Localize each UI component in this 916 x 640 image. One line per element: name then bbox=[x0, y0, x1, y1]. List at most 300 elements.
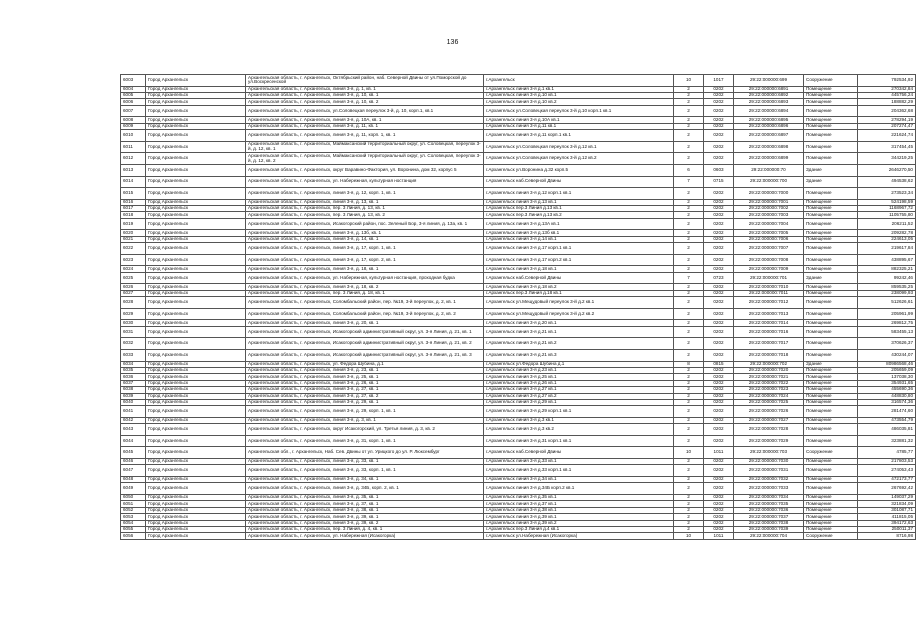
cadastral-number-cell: 29:22:000000:6895 bbox=[734, 117, 804, 123]
location-cell: г.Архангельск линия 3-я д.38 кв.1 bbox=[484, 507, 674, 513]
address-cell: Архангельская область, г. Архангельск, линия 3-я, д. 17, корп. 1, кв. 1 bbox=[246, 243, 484, 255]
object-type-cell: Помещение bbox=[804, 254, 858, 266]
location-cell: г.Архангельск линия 3-я д.33 кв.1 bbox=[484, 459, 674, 465]
address-cell: Архангельская область, г. Архангельск, линия 3-я, д. 20, кв. 1 bbox=[246, 320, 484, 326]
cadastral-number-cell: 29:22:000000:7038 bbox=[734, 520, 804, 526]
municipality-cell: Город Архангельск bbox=[146, 254, 246, 266]
address-cell: Архангельская область, г. Архангельск, ул.Соловецкая переулок 3-й, д. 10, корп.1, кв.1 bbox=[246, 105, 484, 117]
type-code-cell: 0202 bbox=[704, 141, 734, 153]
group-code-cell: 2 bbox=[674, 393, 704, 399]
cadastral-value-cell: 394172,63 bbox=[858, 520, 916, 526]
object-type-cell: Помещение bbox=[804, 130, 858, 142]
cadastral-number-cell: 29:22:000000:702 bbox=[734, 361, 804, 367]
address-cell: Архангельская область, г. Архангельск, линия 3-я, д. 11, корп. 1, кв. 1 bbox=[246, 130, 484, 142]
address-cell: Архангельская область, г. Архангельск, пер. 3 Линия, д. 13, кв. 2 bbox=[246, 212, 484, 218]
row-number-cell: 6018 bbox=[121, 212, 146, 218]
group-code-cell: 2 bbox=[674, 206, 704, 212]
address-cell: Архангельская область, г. Архангельск, линия 3-я, д. 29, кв. 1 bbox=[246, 399, 484, 405]
cadastral-value-cell: 238099,93 bbox=[858, 290, 916, 296]
cadastral-value-cell: 219617,84 bbox=[858, 243, 916, 255]
municipality-cell: Город Архангельск bbox=[146, 153, 246, 165]
object-type-cell: Помещение bbox=[804, 297, 858, 309]
cadastral-number-cell: 29:22:000000:7034 bbox=[734, 495, 804, 501]
object-type-cell: Сооружение bbox=[804, 75, 858, 87]
type-code-cell: 0202 bbox=[704, 130, 734, 142]
type-code-cell: 0202 bbox=[704, 399, 734, 405]
group-code-cell: 2 bbox=[674, 387, 704, 393]
location-cell: г.Архангельск пер.3 Линия д.13 кв.1 bbox=[484, 206, 674, 212]
cadastral-number-cell: 29:22:000000:6893 bbox=[734, 99, 804, 105]
row-number-cell: 6006 bbox=[121, 99, 146, 105]
type-code-cell: 0202 bbox=[704, 230, 734, 236]
address-cell: Архангельская область, г. Архангельск, линия 3-я, д. 31, корп. 1, кв. 1 bbox=[246, 435, 484, 447]
address-cell: Архангельская область, г. Архангельск, линия 3-я, д. 33, корп. 1, кв. 1 bbox=[246, 465, 484, 477]
type-code-cell: 0202 bbox=[704, 212, 734, 218]
object-type-cell: Помещение bbox=[804, 380, 858, 386]
row-number-cell: 6036 bbox=[121, 374, 146, 380]
cadastral-number-cell: 29:22:000000:7016 bbox=[734, 326, 804, 338]
cadastral-value-cell: 204362,68 bbox=[858, 105, 916, 117]
municipality-cell: Город Архангельск bbox=[146, 130, 246, 142]
municipality-cell: Город Архангельск bbox=[146, 447, 246, 459]
group-code-cell: 2 bbox=[674, 320, 704, 326]
location-cell: г.Архангельск линия 3-я д.10 кв.2 bbox=[484, 99, 674, 105]
cadastral-number-cell: 29:22:000000:7005 bbox=[734, 230, 804, 236]
cadastral-number-cell: 29:22:000000:7029 bbox=[734, 435, 804, 447]
row-number-cell: 6037 bbox=[121, 380, 146, 386]
type-code-cell: 0202 bbox=[704, 123, 734, 129]
cadastral-value-cell: 486035,81 bbox=[858, 424, 916, 436]
municipality-cell: Город Архангельск bbox=[146, 99, 246, 105]
location-cell: г.Архангельск линия 3-я д.27 кв.2 bbox=[484, 393, 674, 399]
type-code-cell: 0723 bbox=[704, 272, 734, 284]
type-code-cell: 0202 bbox=[704, 380, 734, 386]
type-code-cell: 0202 bbox=[704, 153, 734, 165]
cadastral-value-cell: 207274,47 bbox=[858, 123, 916, 129]
row-number-cell: 6030 bbox=[121, 320, 146, 326]
table-row bbox=[121, 141, 916, 153]
type-code-cell: 0202 bbox=[704, 520, 734, 526]
type-code-cell: 0202 bbox=[704, 297, 734, 309]
address-cell: Архангельская область, г. Архангельск, линия 3-я, д. 35, кв. 1 bbox=[246, 495, 484, 501]
object-type-cell: Помещение bbox=[804, 501, 858, 507]
table-row bbox=[121, 105, 916, 117]
group-code-cell: 10 bbox=[674, 75, 704, 87]
type-code-cell: 0202 bbox=[704, 86, 734, 92]
cadastral-value-cell: 2646270,50 bbox=[858, 164, 916, 176]
object-type-cell: Помещение bbox=[804, 199, 858, 205]
municipality-cell: Город Архангельск bbox=[146, 272, 246, 284]
cadastral-number-cell: 29:22:000000:699 bbox=[734, 75, 804, 87]
object-type-cell: Помещение bbox=[804, 99, 858, 105]
group-code-cell: 2 bbox=[674, 380, 704, 386]
address-cell: Архангельская область, г. Архангельск, линия 3-я, д. 17, корп. 2, кв. 1 bbox=[246, 254, 484, 266]
address-cell: Архангельская область, г. Архангельск, линия 3-я, д. 11, кв. 1 bbox=[246, 123, 484, 129]
municipality-cell: Город Архангельск bbox=[146, 367, 246, 373]
group-code-cell: 10 bbox=[674, 447, 704, 459]
object-type-cell: Помещение bbox=[804, 338, 858, 350]
row-number-cell: 6039 bbox=[121, 393, 146, 399]
type-code-cell: 0202 bbox=[704, 374, 734, 380]
object-type-cell: Помещение bbox=[804, 290, 858, 296]
object-type-cell: Помещение bbox=[804, 243, 858, 255]
address-cell: Архангельская область, г. Архангельск, линия 3-я, д. 10, кв. 2 bbox=[246, 99, 484, 105]
row-number-cell: 6043 bbox=[121, 424, 146, 436]
cadastral-number-cell: 29:22:000000:6891 bbox=[734, 86, 804, 92]
cadastral-number-cell: 29:22:000000:701 bbox=[734, 272, 804, 284]
row-number-cell: 6038 bbox=[121, 387, 146, 393]
municipality-cell: Город Архангельск bbox=[146, 387, 246, 393]
address-cell: Архангельская область, г. Архангельск, Соломбальский район, пер. №19, 3-й переулок, д. 2, кв. 1 bbox=[246, 297, 484, 309]
group-code-cell: 2 bbox=[674, 308, 704, 320]
object-type-cell: Помещение bbox=[804, 188, 858, 200]
address-cell: Архангельская область, г. Архангельск, линия 3-я, д. 10, кв. 1 bbox=[246, 92, 484, 98]
municipality-cell: Город Архангельск bbox=[146, 338, 246, 350]
cadastral-number-cell: 29:22:000000:7018 bbox=[734, 349, 804, 361]
address-cell: Архангельская область, г. Архангельск, пер. 3 Линия, д. 18, кв. 1 bbox=[246, 290, 484, 296]
group-code-cell: 2 bbox=[674, 465, 704, 477]
cadastral-number-cell: 29:22:000000:7022 bbox=[734, 380, 804, 386]
municipality-cell: Город Архангельск bbox=[146, 123, 246, 129]
table-row bbox=[121, 308, 916, 320]
address-cell: Архангельская область, г. Архангельск, линия 3-я, д. 33, кв. 1 bbox=[246, 459, 484, 465]
row-number-cell: 6026 bbox=[121, 284, 146, 290]
cadastral-number-cell: 29:22:000000:7037 bbox=[734, 514, 804, 520]
group-code-cell: 2 bbox=[674, 130, 704, 142]
row-number-cell: 6046 bbox=[121, 459, 146, 465]
table-row bbox=[121, 338, 916, 350]
object-type-cell: Помещение bbox=[804, 483, 858, 495]
row-number-cell: 6025 bbox=[121, 272, 146, 284]
group-code-cell: 2 bbox=[674, 349, 704, 361]
object-type-cell: Сооружение bbox=[804, 533, 858, 539]
group-code-cell: 2 bbox=[674, 374, 704, 380]
group-code-cell: 2 bbox=[674, 297, 704, 309]
row-number-cell: 6047 bbox=[121, 465, 146, 477]
group-code-cell: 2 bbox=[674, 477, 704, 483]
address-cell: Архангельская область, г. Архангельск, ул. Набережная, культурная ностанция bbox=[246, 176, 484, 188]
municipality-cell: Город Архангельск bbox=[146, 297, 246, 309]
type-code-cell: 0603 bbox=[704, 164, 734, 176]
object-type-cell: Помещение bbox=[804, 230, 858, 236]
group-code-cell: 2 bbox=[674, 435, 704, 447]
cadastral-value-cell: 8716,98 bbox=[858, 533, 916, 539]
table-row bbox=[121, 153, 916, 165]
cadastral-value-cell: 524198,59 bbox=[858, 199, 916, 205]
group-code-cell: 10 bbox=[674, 533, 704, 539]
table-row bbox=[121, 533, 916, 539]
location-cell: г.Архангельск наб.Северной Двины bbox=[484, 272, 674, 284]
object-type-cell: Помещение bbox=[804, 399, 858, 405]
location-cell: г.Архангельск линия 3-я д.1 кв.1 bbox=[484, 86, 674, 92]
group-code-cell: 7 bbox=[674, 272, 704, 284]
table-row bbox=[121, 176, 916, 188]
cadastral-value-cell: 512626,61 bbox=[858, 297, 916, 309]
table-row bbox=[121, 424, 916, 436]
cadastral-value-cell: 1105755,80 bbox=[858, 212, 916, 218]
group-code-cell: 2 bbox=[674, 254, 704, 266]
cadastral-value-cell: 321834,09 bbox=[858, 501, 916, 507]
type-code-cell: 0202 bbox=[704, 514, 734, 520]
address-cell: Архангельская область, г. Архангельск, линия 3-я, д. 18, кв. 1 bbox=[246, 266, 484, 272]
location-cell: г.Архангельск линия 3-я д.34Б корп.2 кв.1 bbox=[484, 483, 674, 495]
page-number: 136 bbox=[446, 39, 459, 46]
group-code-cell: 2 bbox=[674, 424, 704, 436]
cadastral-number-cell: 29:22:000000:7027 bbox=[734, 417, 804, 423]
row-number-cell: 6033 bbox=[121, 349, 146, 361]
location-cell: г.Архангельск ул.Набережная (Исакогорка) bbox=[484, 533, 674, 539]
row-number-cell: 6040 bbox=[121, 399, 146, 405]
location-cell: г.Архангельск линия 3-я д.21 кв.1 bbox=[484, 326, 674, 338]
group-code-cell: 2 bbox=[674, 266, 704, 272]
cadastral-value-cell: 4785,77 bbox=[858, 447, 916, 459]
group-code-cell: 6 bbox=[674, 164, 704, 176]
address-cell: Архангельская область, г. Архангельск, Соломбальский район, пер. №19, 3-й переулок, д. 2, кв. 2 bbox=[246, 308, 484, 320]
address-cell: Архангельская область, г. Архангельск, округ Варавино-Фактория, ул. Воронина, дом 32, корпус 5 bbox=[246, 164, 484, 176]
row-number-cell: 6017 bbox=[121, 206, 146, 212]
row-number-cell: 6034 bbox=[121, 361, 146, 367]
location-cell: г.Архангельск линия 3-я д.21 кв.3 bbox=[484, 349, 674, 361]
object-type-cell: Помещение bbox=[804, 92, 858, 98]
cadastral-number-cell: 29:22:000000:7020 bbox=[734, 367, 804, 373]
location-cell: г.Архангельск линия 3-я д.34 кв.1 bbox=[484, 477, 674, 483]
municipality-cell: Город Архангельск bbox=[146, 212, 246, 218]
cadastral-number-cell: 29:22:000000:7006 bbox=[734, 236, 804, 242]
group-code-cell: 2 bbox=[674, 399, 704, 405]
address-cell: Архангельская область, г. Архангельск, ул. Набережная, культурная ностанция, проходная будка bbox=[246, 272, 484, 284]
address-cell: Архангельская область, г. Архангельск, линия 3-я, д. 1, кв. 1 bbox=[246, 86, 484, 92]
municipality-cell: Город Архангельск bbox=[146, 284, 246, 290]
type-code-cell: 0202 bbox=[704, 465, 734, 477]
location-cell: г.Архангельск линия 3-я д.29 кв.1 bbox=[484, 399, 674, 405]
municipality-cell: Город Архангельск bbox=[146, 164, 246, 176]
row-number-cell: 6009 bbox=[121, 123, 146, 129]
row-number-cell: 6015 bbox=[121, 188, 146, 200]
object-type-cell: Помещение bbox=[804, 349, 858, 361]
type-code-cell: 0202 bbox=[704, 507, 734, 513]
location-cell: г.Архангельск линия 3-я д.3 кв.2 bbox=[484, 424, 674, 436]
cadastral-value-cell: 430244,07 bbox=[858, 349, 916, 361]
municipality-cell: Город Архангельск bbox=[146, 117, 246, 123]
municipality-cell: Город Архангельск bbox=[146, 361, 246, 367]
group-code-cell: 2 bbox=[674, 230, 704, 236]
municipality-cell: Город Архангельск bbox=[146, 526, 246, 532]
group-code-cell: 2 bbox=[674, 92, 704, 98]
cadastral-value-cell: 583455,13 bbox=[858, 326, 916, 338]
cadastral-number-cell: 29:22:000000:6894 bbox=[734, 105, 804, 117]
cadastral-value-cell: 221624,74 bbox=[858, 130, 916, 142]
cadastral-value-cell: 317454,45 bbox=[858, 141, 916, 153]
cadastral-value-cell: 455690,36 bbox=[858, 387, 916, 393]
object-type-cell: Здание bbox=[804, 164, 858, 176]
type-code-cell: 0202 bbox=[704, 236, 734, 242]
cadastral-number-cell: 29:22:000000:7026 bbox=[734, 406, 804, 418]
municipality-cell: Город Архангельск bbox=[146, 75, 246, 87]
row-number-cell: 6005 bbox=[121, 92, 146, 98]
cadastral-value-cell: 217803,53 bbox=[858, 459, 916, 465]
location-cell: г.Архангельск линия 3-я д.3 кв.1 bbox=[484, 417, 674, 423]
location-cell: г.Архангельск линия 3-я д.21 кв.2 bbox=[484, 338, 674, 350]
group-code-cell: 2 bbox=[674, 367, 704, 373]
address-cell: Архангельская область, г. Архангельск, линия 3-я, д. 25, кв. 1 bbox=[246, 374, 484, 380]
object-type-cell: Помещение bbox=[804, 465, 858, 477]
object-type-cell: Помещение bbox=[804, 520, 858, 526]
table-row bbox=[121, 447, 916, 459]
cadastral-value-cell: 269812,75 bbox=[858, 320, 916, 326]
cadastral-number-cell: 29:22:000000:7017 bbox=[734, 338, 804, 350]
object-type-cell: Помещение bbox=[804, 387, 858, 393]
address-cell: Архангельская область, г. Архангельск, линия 3-я, д. 38, кв. 1 bbox=[246, 507, 484, 513]
object-type-cell: Помещение bbox=[804, 266, 858, 272]
cadastral-value-cell: 205659,09 bbox=[858, 367, 916, 373]
row-number-cell: 6003 bbox=[121, 75, 146, 87]
row-number-cell: 6048 bbox=[121, 477, 146, 483]
cadastral-number-cell: 29:22:000000:7013 bbox=[734, 308, 804, 320]
cadastral-value-cell: 882325,21 bbox=[858, 266, 916, 272]
table-row bbox=[121, 164, 916, 176]
table-body bbox=[121, 75, 916, 540]
location-cell: г.Архангельск ул.Соловецкая переулок 3-й д.12 кв.2 bbox=[484, 153, 674, 165]
address-cell: Архангельская область, г. Архангельск, линия 3-я, д. 27, кв. 1 bbox=[246, 387, 484, 393]
row-number-cell: 6028 bbox=[121, 297, 146, 309]
table-row bbox=[121, 483, 916, 495]
municipality-cell: Город Архангельск bbox=[146, 349, 246, 361]
municipality-cell: Город Архангельск bbox=[146, 188, 246, 200]
object-type-cell: Помещение bbox=[804, 367, 858, 373]
location-cell: г.Архангельск ул.Мещудовый переулок 3-й д.2 кв.1 bbox=[484, 297, 674, 309]
municipality-cell: Город Архангельск bbox=[146, 417, 246, 423]
table-row bbox=[121, 406, 916, 418]
cadastral-value-cell: 445756,24 bbox=[858, 92, 916, 98]
group-code-cell: 2 bbox=[674, 501, 704, 507]
row-number-cell: 6022 bbox=[121, 243, 146, 255]
cadastral-value-cell: 281474,60 bbox=[858, 406, 916, 418]
address-cell: Архангельская область, г. Архангельск, линия 3-я, д. 39, кв. 2 bbox=[246, 520, 484, 526]
location-cell: г.Архангельск пер.3 Линия д.18 кв.1 bbox=[484, 290, 674, 296]
address-cell: Архангельская область, г. Архангельск, округ Исакогорский, ул. Третья линия, д. 3, кв. 2 bbox=[246, 424, 484, 436]
group-code-cell: 2 bbox=[674, 141, 704, 153]
location-cell: г.Архангельск пер.3 Линия д.4 кв.1 bbox=[484, 526, 674, 532]
type-code-cell: 0202 bbox=[704, 417, 734, 423]
type-code-cell: 0202 bbox=[704, 349, 734, 361]
group-code-cell: 2 bbox=[674, 236, 704, 242]
table-row bbox=[121, 218, 916, 230]
type-code-cell: 0202 bbox=[704, 308, 734, 320]
cadastral-number-cell: 29:22:000000:7003 bbox=[734, 212, 804, 218]
type-code-cell: 0715 bbox=[704, 176, 734, 188]
object-type-cell: Сооружение bbox=[804, 447, 858, 459]
table-row bbox=[121, 435, 916, 447]
group-code-cell: 2 bbox=[674, 218, 704, 230]
row-number-cell: 6016 bbox=[121, 199, 146, 205]
municipality-cell: Город Архангельск bbox=[146, 105, 246, 117]
municipality-cell: Город Архангельск bbox=[146, 483, 246, 495]
cadastral-number-cell: 29:22:000000:7011 bbox=[734, 290, 804, 296]
municipality-cell: Город Архангельск bbox=[146, 520, 246, 526]
cadastral-number-cell: 29:22:000000:7033 bbox=[734, 483, 804, 495]
object-type-cell: Помещение bbox=[804, 507, 858, 513]
location-cell: г.Архангельск линия 3-я д.11 корп.1 кв.1 bbox=[484, 130, 674, 142]
group-code-cell: 2 bbox=[674, 199, 704, 205]
municipality-cell: Город Архангельск bbox=[146, 501, 246, 507]
group-code-cell: 2 bbox=[674, 338, 704, 350]
row-number-cell: 6054 bbox=[121, 520, 146, 526]
object-type-cell: Помещение bbox=[804, 326, 858, 338]
municipality-cell: Город Архангельск bbox=[146, 243, 246, 255]
municipality-cell: Город Архангельск bbox=[146, 533, 246, 539]
object-type-cell: Помещение bbox=[804, 308, 858, 320]
row-number-cell: 6019 bbox=[121, 218, 146, 230]
cadastral-number-cell: 29:22:000000:7039 bbox=[734, 526, 804, 532]
municipality-cell: Город Архангельск bbox=[146, 514, 246, 520]
type-code-cell: 0202 bbox=[704, 117, 734, 123]
object-type-cell: Помещение bbox=[804, 117, 858, 123]
municipality-cell: Город Архангельск bbox=[146, 424, 246, 436]
object-type-cell: Здание bbox=[804, 272, 858, 284]
group-code-cell: 2 bbox=[674, 153, 704, 165]
type-code-cell: 0202 bbox=[704, 206, 734, 212]
type-code-cell: 1011 bbox=[704, 533, 734, 539]
cadastral-value-cell: 270342,84 bbox=[858, 86, 916, 92]
cadastral-value-cell: 278294,19 bbox=[858, 117, 916, 123]
location-cell: г.Архангельск линия 3-я д.35 кв.1 bbox=[484, 495, 674, 501]
cadastral-value-cell: 792534,92 bbox=[858, 75, 916, 87]
cadastral-number-cell: 29:22:000000:7024 bbox=[734, 393, 804, 399]
row-number-cell: 6011 bbox=[121, 141, 146, 153]
cadastral-number-cell: 29:22:000000:700 bbox=[734, 176, 804, 188]
municipality-cell: Город Архангельск bbox=[146, 465, 246, 477]
row-number-cell: 6042 bbox=[121, 417, 146, 423]
type-code-cell: 0202 bbox=[704, 367, 734, 373]
municipality-cell: Город Архангельск bbox=[146, 399, 246, 405]
row-number-cell: 6031 bbox=[121, 326, 146, 338]
type-code-cell: 0202 bbox=[704, 290, 734, 296]
type-code-cell: 0202 bbox=[704, 393, 734, 399]
type-code-cell: 1011 bbox=[704, 447, 734, 459]
location-cell: г.Архангельск линия 3-я д.27 кв.1 bbox=[484, 387, 674, 393]
object-type-cell: Помещение bbox=[804, 141, 858, 153]
location-cell: г.Архангельск линия 3-я д.13б кв.1 bbox=[484, 230, 674, 236]
municipality-cell: Город Архангельск bbox=[146, 176, 246, 188]
cadastral-number-cell: 29:22:000000:7007 bbox=[734, 243, 804, 255]
cadastral-number-cell: 29:22:000000:70 bbox=[734, 164, 804, 176]
group-code-cell: 2 bbox=[674, 406, 704, 418]
location-cell: г.Архангельск ул.Соловецкая переулок 3-й д.10 корп.1 кв.1 bbox=[484, 105, 674, 117]
group-code-cell: 2 bbox=[674, 495, 704, 501]
row-number-cell: 6010 bbox=[121, 130, 146, 142]
cadastral-number-cell: 29:22:000000:7000 bbox=[734, 188, 804, 200]
type-code-cell: 0202 bbox=[704, 338, 734, 350]
row-number-cell: 6023 bbox=[121, 254, 146, 266]
object-type-cell: Помещение bbox=[804, 320, 858, 326]
address-cell: Архангельская область, г. Архангельск, ул. Набережная (Исакогорка) bbox=[246, 533, 484, 539]
address-cell: Архангельская область, г. Архангельск, линия 3-я, д. 10А, кв. 1 bbox=[246, 117, 484, 123]
location-cell: г.Архангельск линия 3-я д.18 кв.1 bbox=[484, 266, 674, 272]
group-code-cell: 2 bbox=[674, 212, 704, 218]
row-number-cell: 6024 bbox=[121, 266, 146, 272]
group-code-cell: 2 bbox=[674, 188, 704, 200]
cadastral-number-cell: 29:22:000000:7014 bbox=[734, 320, 804, 326]
object-type-cell: Помещение bbox=[804, 218, 858, 230]
row-number-cell: 6007 bbox=[121, 105, 146, 117]
cadastral-number-cell: 29:22:000000:6897 bbox=[734, 130, 804, 142]
object-type-cell: Помещение bbox=[804, 206, 858, 212]
address-cell: Архангельская область, г. Архангельск, линия 3-я, д. 39, кв. 1 bbox=[246, 514, 484, 520]
row-number-cell: 6013 bbox=[121, 164, 146, 176]
municipality-cell: Город Архангельск bbox=[146, 308, 246, 320]
cadastral-value-cell: 370626,37 bbox=[858, 338, 916, 350]
type-code-cell: 0202 bbox=[704, 188, 734, 200]
